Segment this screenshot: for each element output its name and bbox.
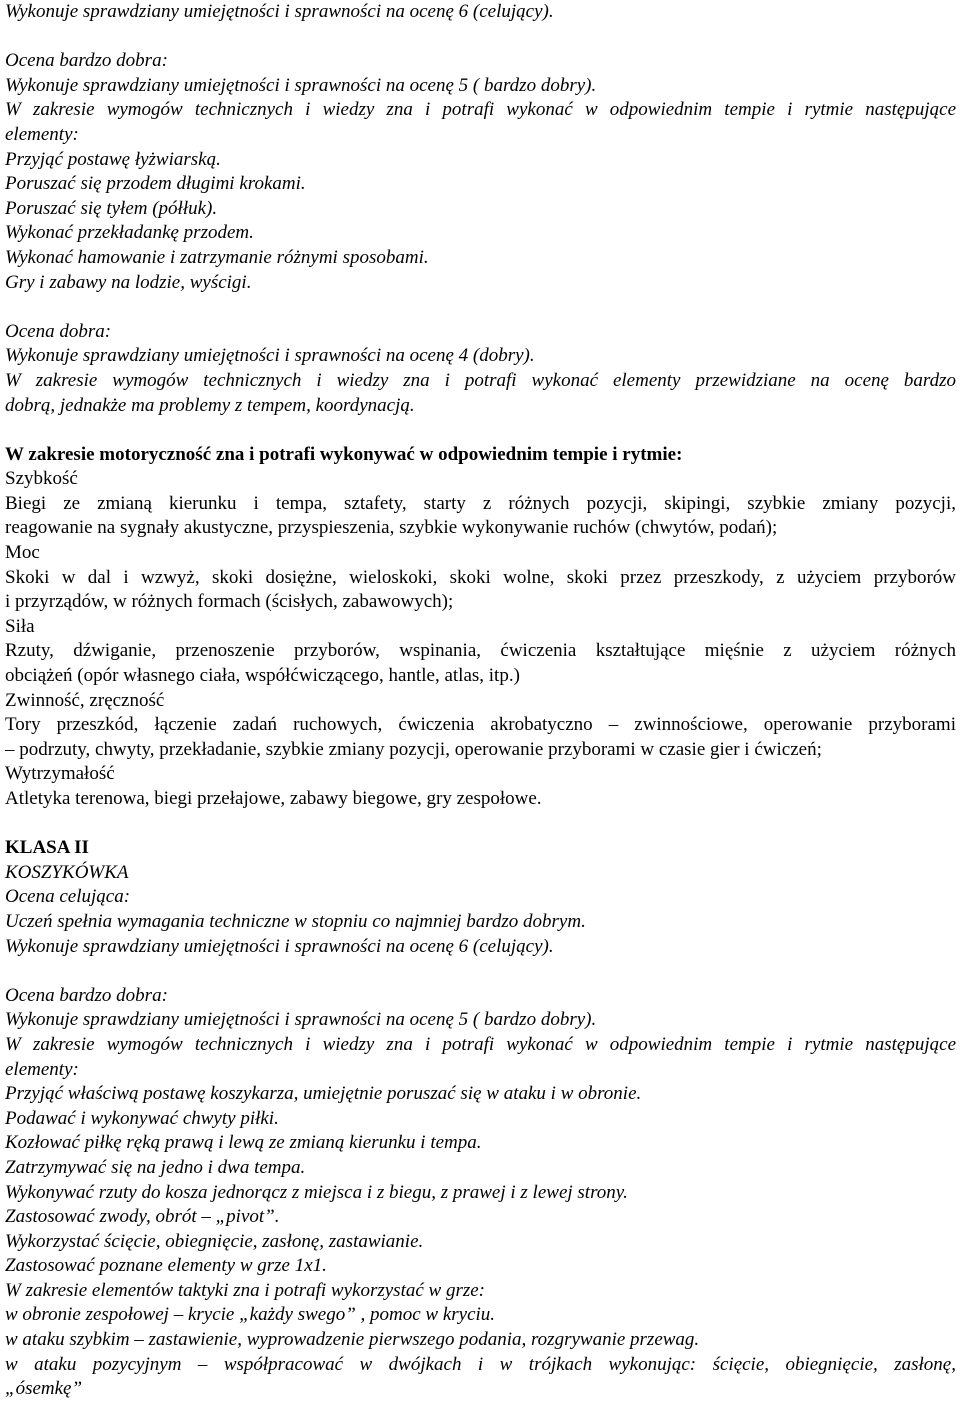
motor-text: Rzuty, dźwiganie, przenoszenie przyborów, wspinania, ćwiczenia kształtujące mięśnie z użyciem różnych [5,640,956,662]
skill-item: Poruszać się przodem długimi krokami. [5,173,306,195]
grade-line: Wykonuje sprawdziany umiejętności i sprawności na ocenę 5 ( bardzo dobry). [5,1009,597,1031]
grade-heading-dobra: Ocena dobra: [5,320,112,342]
tactics-item: w ataku pozycyjnym – współpracować w dwójkach i w trójkach wykonując: ścięcie, obiegnięcie, zasłonę, [5,1353,956,1375]
spacer [5,418,956,443]
requirements-line: W zakresie wymogów technicznych i wiedzy zna i potrafi wykonać elementy przewidziane na ocenę bardzo [5,369,956,391]
motor-text: Tory przeszkód, łączenie zadań ruchowych, ćwiczenia akrobatyczno – zwinnościowe, operowanie przyborami [5,714,956,736]
grade-line: Uczeń spełnia wymagania techniczne w stopniu co najmniej bardzo dobrym. [5,910,586,932]
requirements-line: W zakresie wymogów technicznych i wiedzy zna i potrafi wykonać w odpowiednim tempie i rytmie następujące [5,1033,956,1055]
motor-category: Wytrzymałość [5,763,115,785]
motor-category: Siła [5,615,35,637]
spacer [5,812,956,837]
requirements-line: elementy: [5,123,79,145]
grade-heading-bardzo-dobra: Ocena bardzo dobra: [5,50,168,72]
motor-text: Skoki w dal i wzwyż, skoki dosiężne, wieloskoki, skoki wolne, skoki przez przeszkody, z użyciem przyborów [5,566,956,588]
skill-item: Poruszać się tyłem (półłuk). [5,197,218,219]
subject-title: KOSZYKÓWKA [5,861,129,883]
motor-text: obciążeń (opór własnego ciała, współćwiczącego, hantle, atlas, itp.) [5,665,520,687]
skill-item: Kozłować piłkę ręką prawą i lewą ze zmianą kierunku i tempa. [5,1132,482,1154]
tactics-item: w ataku szybkim – zastawienie, wyprowadzenie pierwszego podania, rozgrywanie przewag. [5,1329,700,1351]
skill-item: Wykonać przekładankę przodem. [5,222,254,244]
grade-line: Wykonuje sprawdziany umiejętności i sprawności na ocenę 6 (celujący). [5,935,554,957]
motor-category: Zwinność, zręczność [5,689,165,711]
skill-item: Wykorzystać ścięcie, obiegnięcie, zasłonę, zastawianie. [5,1230,424,1252]
grade-heading-bardzo-dobra: Ocena bardzo dobra: [5,984,168,1006]
skill-item: Podawać i wykonywać chwyty piłki. [5,1107,279,1129]
motor-category: Szybkość [5,468,78,490]
grade-line: Wykonuje sprawdziany umiejętności i sprawności na ocenę 4 (dobry). [5,345,535,367]
skill-item: Przyjąć postawę łyżwiarską. [5,148,221,170]
motor-text: reagowanie na sygnały akustyczne, przyspieszenia, szybkie wykonywanie ruchów (chwytów, podań); [5,517,778,539]
grade-heading-celujaca: Ocena celująca: [5,886,131,908]
skill-item: Wykonać hamowanie i zatrzymanie różnymi sposobami. [5,246,429,268]
skill-item: Zastosować poznane elementy w grze 1x1. [5,1255,327,1277]
spacer [5,25,956,50]
class-title: KLASA II [5,837,89,859]
document-page [5,0,956,1402]
spacer [5,959,956,984]
tactics-heading: W zakresie elementów taktyki zna i potrafi wykorzystać w grze: [5,1279,486,1301]
skill-item: Gry i zabawy na lodzie, wyścigi. [5,271,252,293]
motor-text: i przyrządów, w różnych formach (ścisłych, zabawowych); [5,591,454,613]
requirements-line: W zakresie wymogów technicznych i wiedzy zna i potrafi wykonać w odpowiednim tempie i rytmie następujące [5,99,956,121]
tactics-item: „ósemkę” [5,1378,83,1400]
tactics-item: w obronie zespołowej – krycie „każdy swego” , pomoc w kryciu. [5,1304,496,1326]
motor-text: Atletyka terenowa, biegi przełajowe, zabawy biegowe, gry zespołowe. [5,788,542,809]
requirements-line: dobrą, jednakże ma problemy z tempem, koordynacją. [5,394,415,416]
celujaca-line: Wykonuje sprawdziany umiejętności i sprawności na ocenę 6 (celujący). [5,1,554,22]
skill-item: Przyjąć właściwą postawę koszykarza, umiejętnie poruszać się w ataku i w obronie. [5,1083,642,1105]
skill-item: Wykonywać rzuty do kosza jednorącz z miejsca i z biegu, z prawej i z lewej strony. [5,1181,628,1203]
motor-text: – podrzuty, chwyty, przekładanie, szybkie zmiany pozycji, operowanie przyborami w czasie gier i ćwiczeń; [5,738,822,760]
motor-text: Biegi ze zmianą kierunku i tempa, sztafety, starty z różnych pozycji, skipingi, szybkie zmiany pozycji, [5,492,956,514]
requirements-line: elementy: [5,1058,79,1080]
motor-category: Moc [5,542,40,564]
spacer [5,295,956,320]
motor-skills-heading: W zakresie motoryczność zna i potrafi wykonywać w odpowiednim tempie i rytmie: [5,443,683,465]
skill-item: Zatrzymywać się na jedno i dwa tempa. [5,1156,306,1178]
skill-item: Zastosować zwody, obrót – „pivot”. [5,1206,280,1228]
grade-line: Wykonuje sprawdziany umiejętności i sprawności na ocenę 5 ( bardzo dobry). [5,74,597,96]
